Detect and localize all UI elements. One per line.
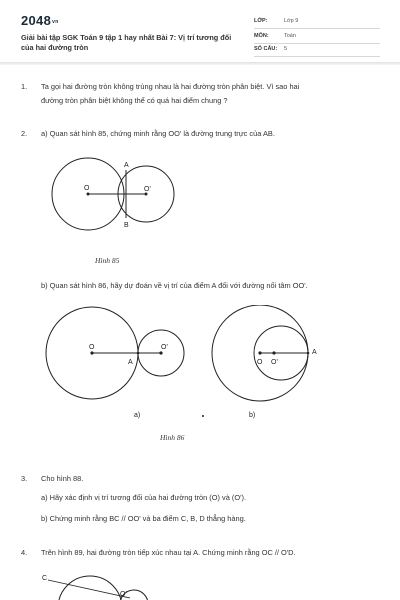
document-title: Giải bài tập SGK Toán 9 tập 1 hay nhất Bài 7: Vị trí tương đối của hai đường tròn [21, 33, 232, 52]
question-3-number: 3. [21, 474, 28, 483]
label-b: B [124, 222, 129, 229]
fig86b-label-o: O [257, 359, 263, 366]
question-1 [21, 80, 381, 108]
question-4-text: Trên hình 89, hai đường tròn tiếp xúc nhau tại A. Chứng minh rằng OC // O'D. [41, 548, 296, 557]
question-3a-text: a) Hãy xác định vị trí tương đối của hai đường tròn (O) và (O'). [41, 493, 247, 502]
meta-class-row [254, 15, 380, 29]
question-2b-text: b) Quan sát hình 86, hãy dự đoán về vị trí của điểm A đối với đường nối tâm OO'. [41, 281, 308, 290]
question-4 [21, 546, 381, 560]
question-2a-text: a) Quan sát hình 85, chứng minh rằng OO' là đường trung trực của AB. [41, 129, 275, 138]
fig89-label-o-prime: O' [120, 591, 127, 598]
fig89-circle-o [58, 576, 122, 600]
fig86a-label-a: A [128, 359, 133, 366]
figure-86-caption: Hình 86 [160, 433, 185, 442]
figure-85-caption: Hình 85 [95, 256, 120, 265]
fig86b-point-o-prime [272, 351, 275, 354]
fig86b-label-o-prime: O' [271, 359, 278, 366]
meta-count-row [254, 43, 380, 57]
fig86-part-a-label: a) [134, 412, 141, 419]
meta-count-value: 5 [284, 46, 288, 52]
logo-text: 2048 [21, 13, 52, 28]
question-3-intro: Cho hình 88. [41, 474, 84, 483]
header-divider [0, 62, 400, 65]
label-o: O [84, 185, 90, 192]
question-3b-text: b) Chứng minh rằng BC // OO' và ba điểm C, B, D thẳng hàng. [41, 514, 246, 523]
logo-suffix: vn [52, 18, 59, 25]
fig86b-label-a: A [312, 349, 317, 356]
question-2-number: 2. [21, 129, 28, 138]
question-1-number: 1. [21, 82, 28, 91]
fig86a-label-o: O [89, 344, 95, 351]
fig86a-point-o-prime [159, 351, 162, 354]
label-a: A [124, 162, 129, 169]
meta-subject-row [254, 30, 380, 44]
figure-86 [40, 305, 340, 425]
fig86a-point-a [137, 352, 140, 355]
site-logo[interactable] [21, 13, 59, 28]
fig86a-point-o [90, 351, 93, 354]
label-o-prime: O' [144, 186, 151, 193]
fig86-separator-dot [202, 415, 204, 417]
meta-count-label: SỐ CÂU: [254, 46, 278, 52]
question-1-line-2: đường tròn phân biệt không thể có quá hai điểm chung ? [41, 95, 228, 105]
question-3 [21, 472, 381, 486]
document-header [0, 0, 400, 64]
meta-subject-label: MÔN: [254, 33, 269, 39]
figure-89 [40, 570, 170, 600]
meta-class-label: LỚP: [254, 18, 268, 24]
fig86a-label-o-prime: O' [161, 344, 168, 351]
fig86-part-b-label: b) [249, 412, 256, 419]
meta-class-value: Lớp 9 [284, 18, 299, 24]
figure-85 [42, 150, 182, 255]
question-2 [21, 127, 381, 141]
question-1-line-1: Ta gọi hai đường tròn không trùng nhau là hai đường tròn phân biệt. Vì sao hai [41, 82, 300, 91]
fig86b-point-a [307, 352, 310, 355]
fig86b-point-o [258, 351, 261, 354]
point-o [87, 193, 90, 196]
meta-subject-value: Toán [284, 33, 296, 39]
figure-86-drawing [40, 305, 340, 425]
figure-85-drawing [42, 150, 182, 255]
fig89-label-c: C [42, 575, 48, 582]
question-4-number: 4. [21, 548, 28, 557]
figure-89-drawing [40, 570, 170, 600]
